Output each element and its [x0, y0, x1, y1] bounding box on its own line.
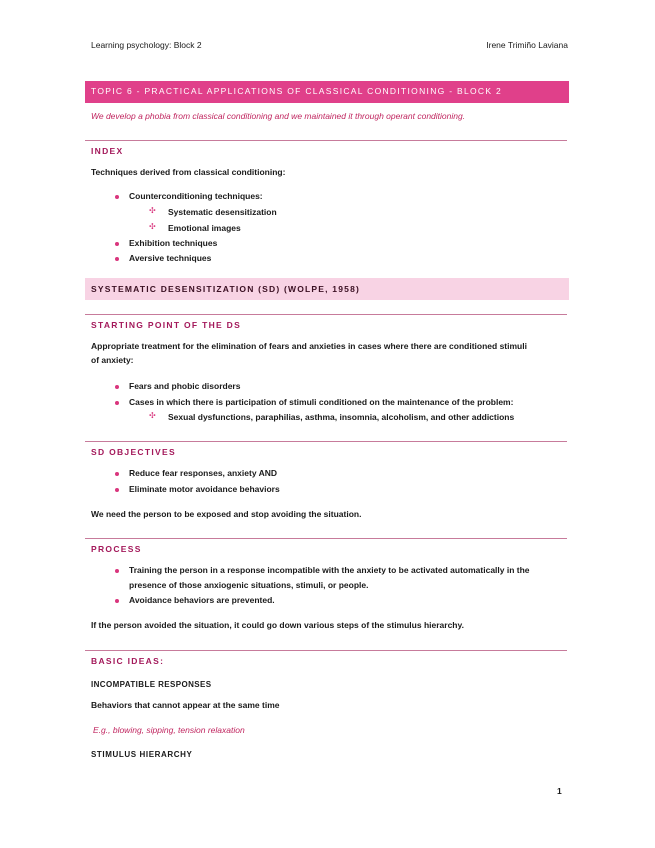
- basic-ideas-text: Behaviors that cannot appear at the same time: [91, 700, 280, 710]
- process-heading: PROCESS: [91, 544, 142, 554]
- starting-point-paragraph: of anxiety:: [91, 355, 134, 365]
- bullet-icon: [115, 401, 119, 405]
- bullet-icon: [115, 569, 119, 573]
- bullet-icon: [115, 488, 119, 492]
- list-item: Eliminate motor avoidance behaviors: [129, 484, 280, 494]
- bullet-icon: [115, 599, 119, 603]
- star-bullet-icon: ✣: [149, 206, 156, 215]
- bullet-icon: [115, 195, 119, 199]
- starting-point-paragraph: Appropriate treatment for the elimination of fears and anxieties in cases where there are conditioned stimuli: [91, 341, 527, 351]
- list-item: Training the person in a response incompatible with the anxiety to be activated automatically in the: [129, 565, 530, 575]
- index-subitem: Emotional images: [168, 223, 241, 233]
- objectives-heading: SD OBJECTIVES: [91, 447, 176, 457]
- index-item: Aversive techniques: [129, 253, 212, 263]
- process-note: If the person avoided the situation, it could go down various steps of the stimulus hierarchy.: [91, 620, 464, 630]
- topic-title: TOPIC 6 - PRACTICAL APPLICATIONS OF CLASSICAL CONDITIONING - BLOCK 2: [91, 86, 502, 96]
- topic-subtitle: We develop a phobia from classical conditioning and we maintained it through operant conditioning.: [91, 111, 466, 121]
- star-bullet-icon: ✣: [149, 222, 156, 231]
- header-left: Learning psychology: Block 2: [91, 40, 202, 50]
- index-item: Counterconditioning techniques:: [129, 191, 263, 201]
- index-intro: Techniques derived from classical conditioning:: [91, 167, 286, 177]
- index-item: Exhibition techniques: [129, 238, 218, 248]
- list-item-continued: presence of those anxiogenic situations, stimuli, or people.: [129, 580, 369, 590]
- subheading-incompatible-responses: INCOMPATIBLE RESPONSES: [91, 680, 212, 689]
- sd-banner: [85, 278, 569, 300]
- section-divider: [85, 650, 567, 651]
- subheading-stimulus-hierarchy: STIMULUS HIERARCHY: [91, 750, 193, 759]
- section-divider: [85, 441, 567, 442]
- sd-banner-title: SYSTEMATIC DESENSITIZATION (SD) (WOLPE, 1958): [91, 284, 361, 294]
- list-item: Fears and phobic disorders: [129, 381, 241, 391]
- list-item: Cases in which there is participation of stimuli conditioned on the maintenance of the problem:: [129, 397, 514, 407]
- list-item: Reduce fear responses, anxiety AND: [129, 468, 278, 478]
- starting-point-heading: STARTING POINT OF THE DS: [91, 320, 242, 330]
- section-divider: [85, 314, 567, 315]
- page-number: 1: [557, 786, 562, 796]
- index-subitem: Systematic desensitization: [168, 207, 277, 217]
- star-bullet-icon: ✣: [149, 411, 156, 420]
- bullet-icon: [115, 472, 119, 476]
- list-item: Avoidance behaviors are prevented.: [129, 595, 275, 605]
- topic-banner: [85, 81, 569, 103]
- index-heading: INDEX: [91, 146, 124, 156]
- section-divider: [85, 538, 567, 539]
- list-subitem: Sexual dysfunctions, paraphilias, asthma, insomnia, alcoholism, and other addictions: [168, 412, 515, 422]
- bullet-icon: [115, 242, 119, 246]
- section-divider: [85, 140, 567, 141]
- bullet-icon: [115, 257, 119, 261]
- example-text: E.g., blowing, sipping, tension relaxation: [93, 725, 245, 735]
- basic-ideas-heading: BASIC IDEAS:: [91, 656, 165, 666]
- bullet-icon: [115, 385, 119, 389]
- objectives-note: We need the person to be exposed and stop avoiding the situation.: [91, 509, 362, 519]
- header-right: Irene Trimiño Laviana: [486, 40, 568, 50]
